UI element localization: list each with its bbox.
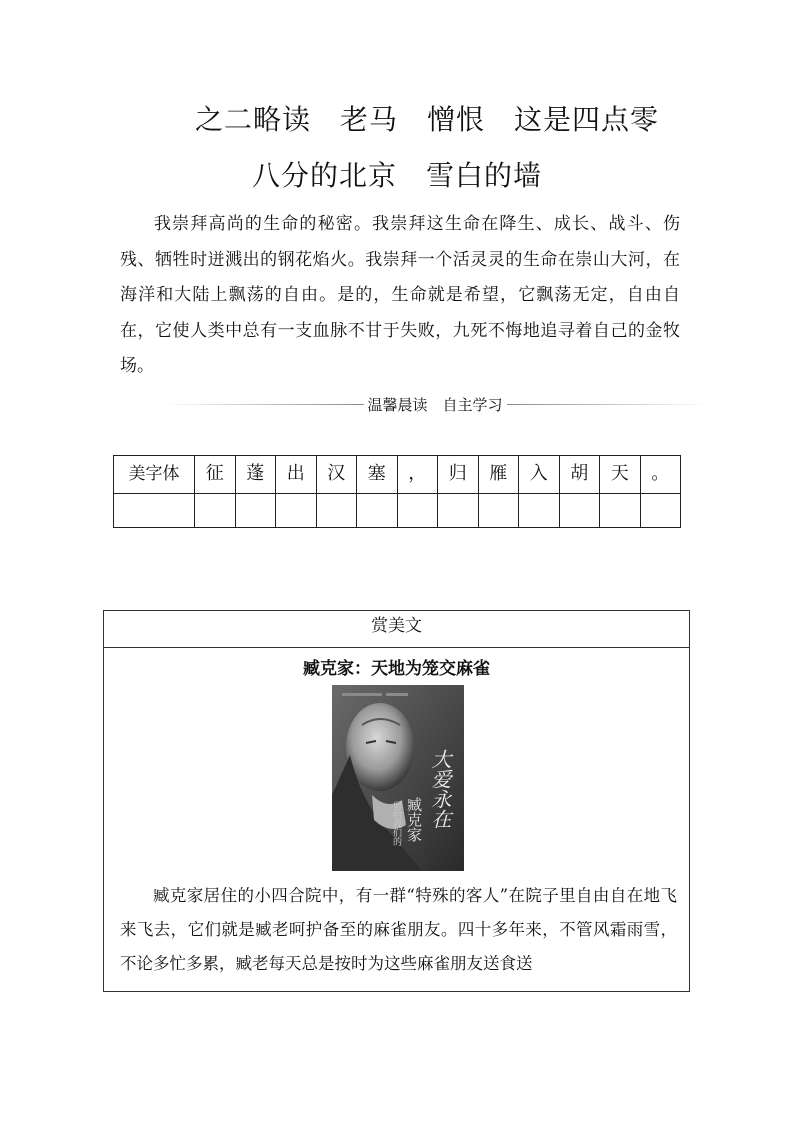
practice-cell[interactable]	[559, 494, 600, 528]
box-body-paragraph: 臧克家居住的小四合院中，有一群“特殊的客人”在院子里自由自在地飞来飞去，它们就是臧老呵护备至的麻雀朋友。四十多年来，不管风霜雨雪，不论多忙多累，臧老每天总是按时为这些麻雀朋友送食送	[120, 886, 677, 973]
calli-char: 胡	[559, 456, 600, 494]
cover-subtitle: 留给我们的	[391, 801, 401, 846]
calli-char: 。	[640, 456, 681, 494]
practice-cell[interactable]	[195, 494, 236, 528]
calli-char: 塞	[357, 456, 398, 494]
calli-char: 雁	[478, 456, 519, 494]
practice-cell[interactable]	[276, 494, 317, 528]
calligraphy-row-chars	[114, 456, 681, 494]
appreciation-box	[103, 610, 690, 992]
calli-char: 汉	[316, 456, 357, 494]
calli-char: 出	[276, 456, 317, 494]
calli-char: 征	[195, 456, 236, 494]
practice-cell[interactable]	[519, 494, 560, 528]
title-line-1: 之二略读 老马 憎恨 这是四点零	[194, 103, 659, 136]
section-header-label: 温馨晨读 自主学习	[367, 395, 503, 414]
calli-char: 归	[438, 456, 479, 494]
box-subtitle: 臧克家：天地为笼交麻雀	[303, 659, 490, 679]
practice-cell[interactable]	[114, 494, 195, 528]
calli-char: 天	[600, 456, 641, 494]
intro-paragraph: 我崇拜高尚的生命的秘密。我崇拜这生命在降生、成长、战斗、伤残、牺牲时迸溅出的钢花焰火。我崇拜一个活灵灵的生命在崇山大河，在海洋和大陆上飘荡的自由。是的，生命就是希望，它飘荡无定，自由自在，它使人类中总有一支血脉不甘于失败，九死不悔地追寻着自己的金牧场。	[120, 214, 680, 376]
practice-cell[interactable]	[316, 494, 357, 528]
practice-cell[interactable]	[357, 494, 398, 528]
practice-cell[interactable]	[438, 494, 479, 528]
practice-cell[interactable]	[640, 494, 681, 528]
calli-char: ，	[397, 456, 438, 494]
title-line-2: 八分的北京 雪白的墙	[251, 159, 542, 192]
cover-name: 臧克家	[405, 797, 423, 842]
box-heading: 赏美文	[104, 611, 689, 648]
calligraphy-table	[113, 455, 681, 528]
divider-right	[507, 404, 711, 405]
section-header	[160, 392, 710, 416]
calligraphy-row-practice	[114, 494, 681, 528]
practice-cell[interactable]	[235, 494, 276, 528]
calli-char: 蓬	[235, 456, 276, 494]
calligraphy-head: 美字体	[114, 456, 195, 494]
cover-calligraphy: 大爱永在	[428, 749, 452, 829]
practice-cell[interactable]	[600, 494, 641, 528]
practice-cell[interactable]	[397, 494, 438, 528]
calli-char: 入	[519, 456, 560, 494]
divider-left	[160, 404, 364, 405]
practice-cell[interactable]	[478, 494, 519, 528]
book-cover-image	[332, 685, 464, 871]
